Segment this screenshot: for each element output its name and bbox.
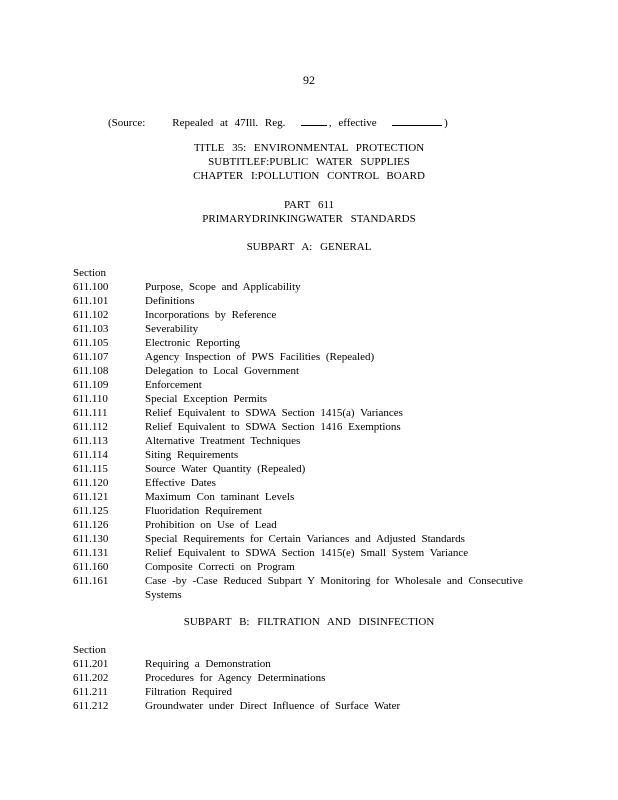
section-entry bbox=[73, 462, 533, 476]
section-title: Alternative Treatment Techniques bbox=[145, 435, 301, 447]
source-text: Repealed at 47Ill. Reg. bbox=[172, 117, 286, 129]
section-entry bbox=[73, 406, 533, 420]
section-number: 611.109 bbox=[73, 379, 109, 391]
section-number: 611.111 bbox=[73, 407, 108, 419]
section-number: 611.211 bbox=[73, 686, 108, 698]
section-title: Siting Requirements bbox=[145, 449, 239, 461]
section-number: 611.161 bbox=[73, 575, 109, 587]
section-number: 611.105 bbox=[73, 337, 109, 349]
section-title: Relief Equivalent to SDWA Section 1415(a) Variances bbox=[145, 407, 403, 419]
section-entry bbox=[73, 378, 533, 392]
section-title: Definitions bbox=[145, 295, 195, 307]
section-entry bbox=[73, 476, 533, 490]
section-entry bbox=[73, 420, 533, 434]
section-entry bbox=[73, 336, 533, 350]
section-number: 611.202 bbox=[73, 672, 109, 684]
section-number: 611.130 bbox=[73, 533, 109, 545]
section-number: 611.103 bbox=[73, 323, 109, 335]
title-line: TITLE 35: ENVIRONMENTAL PROTECTION bbox=[193, 142, 425, 154]
section-entry bbox=[73, 657, 533, 671]
section-number: 611.110 bbox=[73, 393, 108, 405]
section-entry bbox=[73, 308, 533, 322]
section-entry bbox=[73, 294, 533, 308]
source-mid: , effective bbox=[328, 117, 377, 129]
part-name: PRIMARYDRINKINGWATER STANDARDS bbox=[202, 213, 416, 225]
subpart-a-section-list bbox=[73, 266, 533, 602]
section-entry bbox=[73, 364, 533, 378]
part-number: PART 611 bbox=[283, 199, 335, 211]
section-number: 611.114 bbox=[73, 449, 108, 461]
section-entry bbox=[73, 448, 533, 462]
chapter-line: CHAPTER I:POLLUTION CONTROL BOARD bbox=[193, 170, 425, 182]
section-title: Purpose, Scope and Applicability bbox=[145, 281, 301, 293]
section-number: 611.201 bbox=[73, 658, 109, 670]
subpart-a-heading: SUBPART A: GENERAL bbox=[246, 241, 372, 253]
section-entry bbox=[73, 560, 533, 574]
section-number: 611.107 bbox=[73, 351, 109, 363]
section-entry bbox=[73, 574, 533, 602]
section-entry bbox=[73, 322, 533, 336]
section-title: Requiring a Demonstration bbox=[145, 658, 271, 670]
section-title: Agency Inspection of PWS Facilities (Repealed) bbox=[145, 351, 375, 363]
section-title: Fluoridation Requirement bbox=[145, 505, 262, 517]
section-title: Electronic Reporting bbox=[145, 337, 240, 349]
section-title: Special Exception Permits bbox=[145, 393, 268, 405]
section-title: Prohibition on Use of Lead bbox=[145, 519, 277, 531]
section-title: Case -by -Case Reduced Subpart Y Monitoring for Wholesale and Consecutive Systems bbox=[145, 575, 523, 601]
section-entry bbox=[73, 392, 533, 406]
section-number: 611.101 bbox=[73, 295, 109, 307]
section-number: 611.112 bbox=[73, 421, 108, 433]
section-title: Filtration Required bbox=[145, 686, 233, 698]
subpart-a-heading-block bbox=[0, 240, 618, 254]
subpart-b-heading: SUBPART B: FILTRATION AND DISINFECTION bbox=[183, 616, 435, 628]
section-title: Maximum Con taminant Levels bbox=[145, 491, 295, 503]
subpart-b-section-list bbox=[73, 643, 533, 713]
section-title: Enforcement bbox=[145, 379, 202, 391]
section-number: 611.102 bbox=[73, 309, 109, 321]
section-title: Severability bbox=[145, 323, 199, 335]
part-heading bbox=[0, 198, 618, 226]
section-title: Delegation to Local Government bbox=[145, 365, 300, 377]
section-entry bbox=[73, 518, 533, 532]
section-entry bbox=[73, 699, 533, 713]
section-number: 611.125 bbox=[73, 505, 109, 517]
section-title: Groundwater under Direct Influence of Surface Water bbox=[145, 700, 401, 712]
section-number: 611.131 bbox=[73, 547, 109, 559]
section-number: 611.212 bbox=[73, 700, 109, 712]
section-title: Special Requirements for Certain Variances and Adjusted Standards bbox=[145, 533, 465, 545]
section-title: Source Water Quantity (Repealed) bbox=[145, 463, 306, 475]
source-note bbox=[108, 116, 448, 129]
title-heading bbox=[0, 141, 618, 183]
section-number: 611.100 bbox=[73, 281, 109, 293]
section-number: 611.115 bbox=[73, 463, 108, 475]
register-blank bbox=[301, 116, 327, 126]
subpart-b-heading-block bbox=[0, 615, 618, 629]
section-title: Relief Equivalent to SDWA Section 1415(e) Small System Variance bbox=[145, 547, 469, 559]
section-title: Composite Correcti on Program bbox=[145, 561, 295, 573]
section-number: 611.120 bbox=[73, 477, 109, 489]
section-label: Section bbox=[73, 644, 106, 656]
section-number: 611.108 bbox=[73, 365, 109, 377]
section-number: 611.160 bbox=[73, 561, 109, 573]
section-entry bbox=[73, 490, 533, 504]
section-number: 611.113 bbox=[73, 435, 108, 447]
subtitle-line: SUBTITLEF:PUBLIC WATER SUPPLIES bbox=[208, 156, 410, 168]
source-prefix: (Source: bbox=[108, 117, 146, 129]
section-title: Effective Dates bbox=[145, 477, 216, 489]
source-suffix: ) bbox=[444, 117, 448, 129]
section-entry bbox=[73, 350, 533, 364]
effective-date-blank bbox=[392, 116, 442, 126]
page-number: 92 bbox=[303, 73, 315, 87]
section-number: 611.121 bbox=[73, 491, 109, 503]
section-label: Section bbox=[73, 267, 106, 279]
section-title: Relief Equivalent to SDWA Section 1416 Exemptions bbox=[145, 421, 401, 433]
section-title: Incorporations by Reference bbox=[145, 309, 277, 321]
section-entry bbox=[73, 280, 533, 294]
section-entry bbox=[73, 532, 533, 546]
section-entry bbox=[73, 685, 533, 699]
section-title: Procedures for Agency Determinations bbox=[145, 672, 326, 684]
section-entry bbox=[73, 546, 533, 560]
section-entry bbox=[73, 671, 533, 685]
section-entry bbox=[73, 504, 533, 518]
section-number: 611.126 bbox=[73, 519, 109, 531]
section-entry bbox=[73, 434, 533, 448]
